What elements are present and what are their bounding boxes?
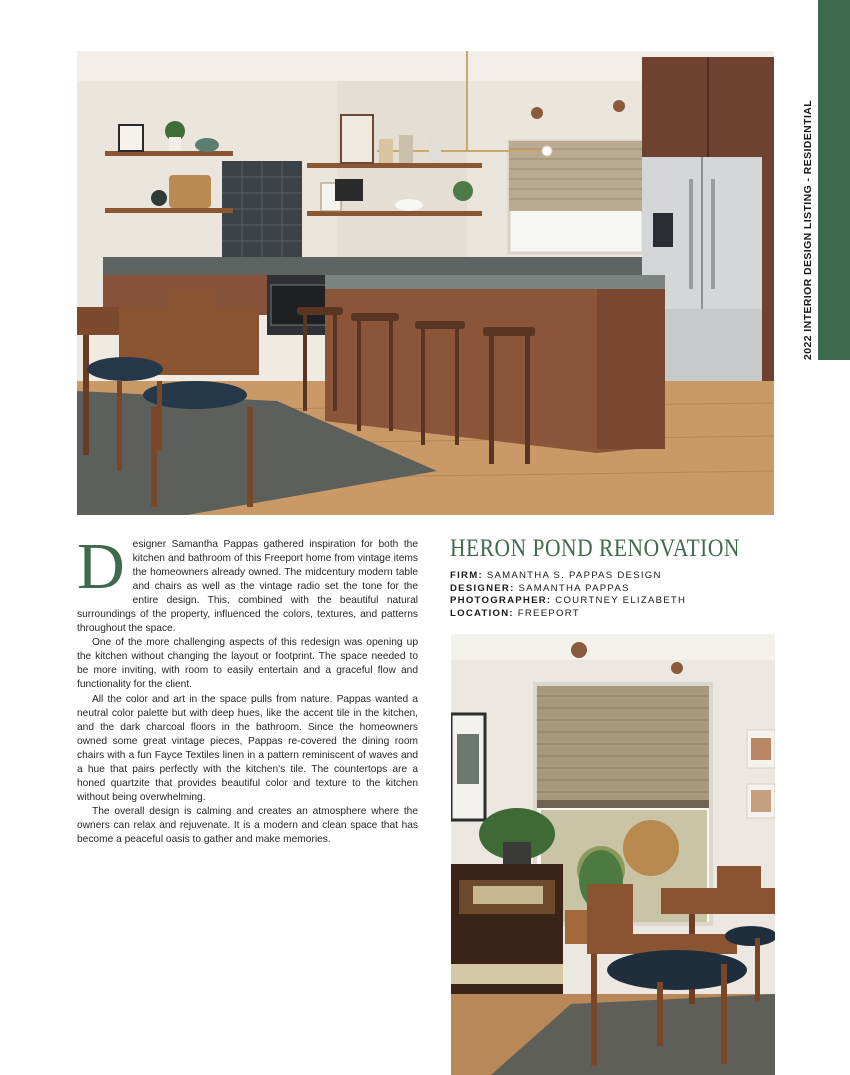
article-paragraph: One of the more challenging aspects of this redesign was opening up the kitchen without changing the layout or footprint. The space needed to be more inviting, with room to easily entertain and a graceful flow and functionality for the client. [77, 637, 418, 691]
section-tab [818, 0, 850, 360]
section-label: 2022 INTERIOR DESIGN LISTING - RESIDENTIAL [802, 99, 814, 360]
credit-photographer: PHOTOGRAPHER: COURTNEY ELIZABETH [450, 595, 687, 607]
article-body [77, 530, 418, 847]
credit-firm: FIRM: SAMANTHA S. PAPPAS DESIGN [450, 570, 662, 581]
project-title: HERON POND RENOVATION [450, 535, 740, 562]
project-credits [450, 570, 780, 620]
article-paragraph: All the color and art in the space pulls from nature. Pappas wanted a neutral color palette but with deep hues, like the accent tile in the kitchen, and the dark charcoal floors in the bathroom. Since the homeowners owned some great vintage pieces, Pappas re-covered the dining room chairs with a fun Fayce Textiles linen in a pattern reminiscent of waves and a hue that pairs perfectly with the kitchen's tile. The countertops are a honed quartzite that provides beautiful color and texture to the kitchen without being overwhelming. [77, 693, 418, 803]
article-paragraph: The overall design is calming and creates an atmosphere where the owners can relax and rejuvenate. It is a modern and clean space that has become a peaceful oasis to gather and make memories. [77, 805, 418, 845]
credit-location: LOCATION: FREEPORT [450, 607, 580, 619]
dining-nook-photo [451, 634, 775, 1075]
credit-designer: DESIGNER: SAMANTHA PAPPAS [450, 582, 630, 594]
kitchen-photo [77, 51, 774, 515]
article-paragraph: Designer Samantha Pappas gathered inspiration for both the kitchen and bathroom of this Freeport home from vintage items the homeowners already owned. The midcentury modern table and chairs as well as the vintage radio set the tone for the entire design. This, combined with the beautiful natural surroundings of the property, influenced the colors, textures, and patterns throughout the space. [77, 530, 418, 635]
drop-cap: D [77, 530, 125, 603]
